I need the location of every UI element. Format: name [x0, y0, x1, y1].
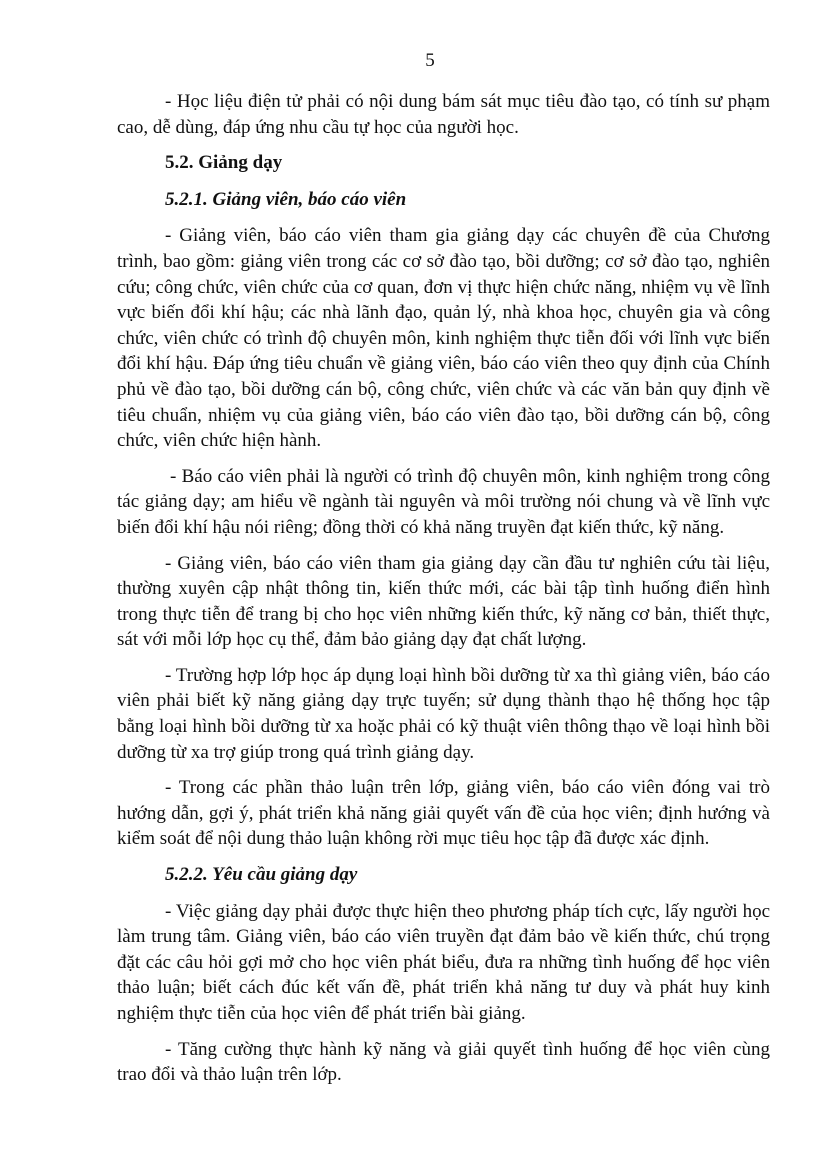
- subsection-heading-lecturers: 5.2.1. Giảng viên, báo cáo viên: [165, 188, 407, 210]
- paragraph-discussion-role: - Trong các phần thảo luận trên lớp, giảng viên, báo cáo viên đóng vai trò hướng dẫn, gợi ý, phát triển khả năng giải quyết vấn đề của học viên; định hướng và kiểm soát để nội dung thảo luận không rời mục tiêu học tập đã được xác định.: [117, 777, 770, 850]
- paragraph-distance-learning: - Trường hợp lớp học áp dụng loại hình bồi dưỡng từ xa thì giảng viên, báo cáo viên phải biết kỹ năng giảng dạy trực tuyến; sử dụng thành thạo hệ thống học tập bằng loại hình bồi dưỡng từ xa hoặc phải có kỹ thuật viên thông thạo về loại hình bồi dưỡng từ xa trợ giúp trong quá trình giảng dạy.: [117, 664, 770, 763]
- intro-paragraph: - Học liệu điện tử phải có nội dung bám sát mục tiêu đào tạo, có tính sư phạm cao, dễ dùng, đáp ứng nhu cầu tự học của người học.: [117, 91, 770, 138]
- document-body: [117, 89, 770, 1098]
- paragraph-reporter-requirements: - Báo cáo viên phải là người có trình độ chuyên môn, kinh nghiệm trong công tác giảng dạy; am hiểu về ngành tài nguyên và môi trường nói chung và về lĩnh vực biến đổi khí hậu nói riêng; đồng thời có khả năng truyền đạt kiến thức, kỹ năng.: [117, 465, 770, 538]
- section-heading: 5.2. Giảng dạy: [165, 152, 283, 174]
- subsection-heading-teaching-requirements: 5.2.2. Yêu cầu giảng dạy: [165, 864, 358, 886]
- paragraph-research-investment: - Giảng viên, báo cáo viên tham gia giảng dạy cần đầu tư nghiên cứu tài liệu, thường xuyên cập nhật thông tin, kiến thức mới, các bài tập tình huống điển hình trong thực tiễn để trang bị cho học viên những kiến thức, kỹ năng cơ bản, thiết thực, sát với mỗi lớp học cụ thể, đảm bảo giảng dạy đạt chất lượng.: [117, 552, 770, 651]
- paragraph-practice-skills: - Tăng cường thực hành kỹ năng và giải quyết tình huống để học viên cùng trao đổi và thảo luận trên lớp.: [117, 1038, 770, 1086]
- page-number: 5: [425, 50, 435, 71]
- paragraph-active-teaching: - Việc giảng dạy phải được thực hiện theo phương pháp tích cực, lấy người học làm trung tâm. Giảng viên, báo cáo viên truyền đạt đảm bảo về kiến thức, chú trọng đặt các câu hỏi gợi mở cho học viên phát biểu, đưa ra những tình huống để học viên thảo luận; biết cách đúc kết vấn đề, phát triển khả năng tư duy và phát huy kinh nghiệm thực tiễn của học viên để phát triển bài giảng.: [117, 900, 770, 1024]
- paragraph-lecturer-scope: - Giảng viên, báo cáo viên tham gia giảng dạy các chuyên đề của Chương trình, bao gồm: giảng viên trong các cơ sở đào tạo, bồi dưỡng; cơ sở đào tạo, nghiên cứu; công chức, viên chức của cơ quan, đơn vị thực hiện chức năng, nhiệm vụ về lĩnh vực biến đổi khí hậu; các nhà lãnh đạo, quản lý, nhà khoa học, chuyên gia và công chức, viên chức có trình độ chuyên môn, kinh nghiệm thực tiễn đối với lĩnh vực biến đổi khí hậu. Đáp ứng tiêu chuẩn về giảng viên, báo cáo viên theo quy định của Chính phủ về đào tạo, bồi dưỡng cán bộ, công chức, viên chức và các văn bản quy định về tiêu chuẩn, nhiệm vụ của giảng viên, báo cáo viên đào tạo, bồi dưỡng cán bộ, công chức, viên chức hiện hành.: [117, 225, 770, 452]
